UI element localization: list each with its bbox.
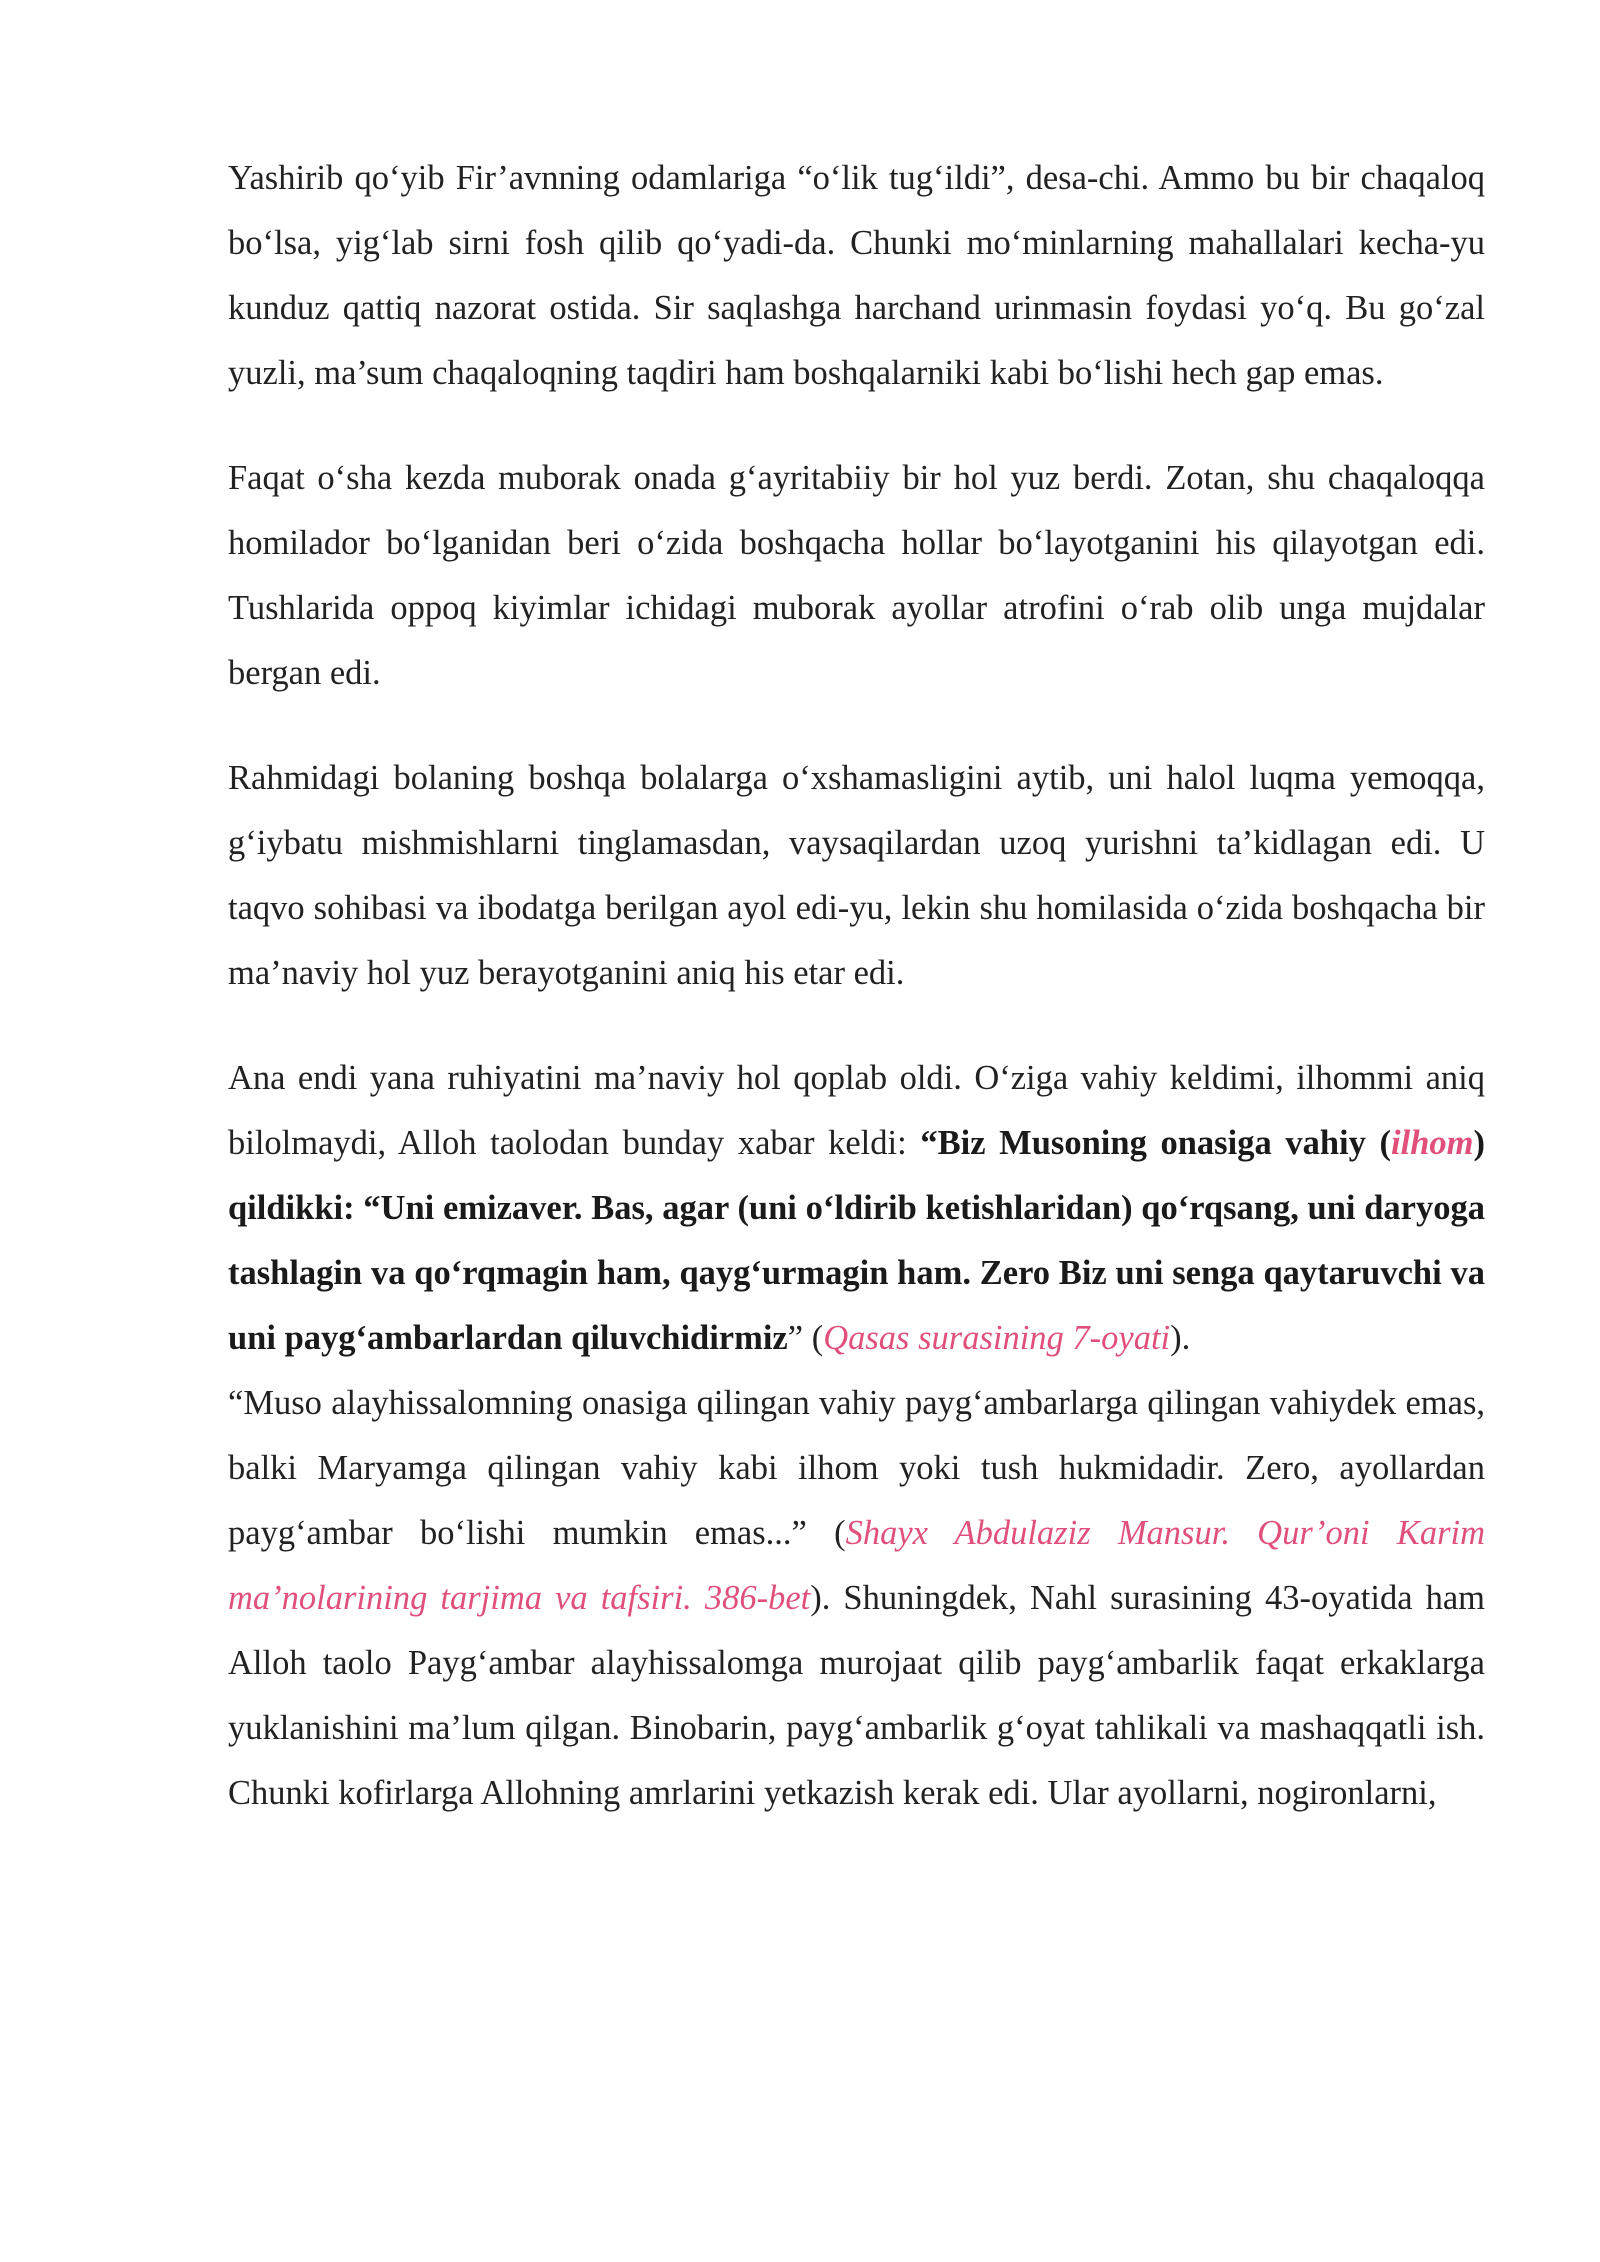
- tafsir-reference: Shayx Abdulaziz Mansur. Qur’oni Karim ma’nolarining tarjima va tafsiri. 386-bet: [228, 1514, 1485, 1617]
- paragraph-5-intro: “Muso alayhissalomning onasiga qilingan vahiy payg‘ambarlarga qilingan vahiydek emas, balki Maryamga qilingan vahiy kabi ilhom yoki tush hukmidadir. Zero, ayollardan payg‘ambar bo‘lishi mumkin emas...” (: [228, 1384, 1485, 1552]
- paragraph-2: Faqat o‘sha kezda muborak onada g‘ayritabiiy bir hol yuz berdi. Zotan, shu chaqaloqqa homilador bo‘lganidan beri o‘zida boshqacha hollar bo‘layotganini his qilayotgan edi. Tushlarida oppoq kiyimlar ichidagi muborak ayollar atrofini o‘rab olib unga mujdalar bergan edi.: [228, 459, 1485, 692]
- quran-quote-ilhom: ilhom: [1391, 1124, 1474, 1162]
- quran-quote-part-b: ) qildikki: “Uni emizaver. Bas, agar (uni o‘ldirib ketishlaridan) qo‘rqsang, uni daryoga tashlagin va qo‘rqmagin ham, qayg‘urmagin ham. Zero Biz uni senga qaytaruvchi va uni payg‘ambarlardan qiluvchidirmiz: [228, 1124, 1485, 1357]
- paragraph-5: [228, 1371, 1485, 1826]
- verse-reference: Qasas surasining 7-oyati: [823, 1319, 1171, 1357]
- quote-open-mark: “: [920, 1124, 938, 1162]
- paragraph-4-intro: Ana endi yana ruhiyatini ma’naviy hol qoplab oldi. O‘ziga vahiy keldimi, ilhommi aniq bilolmaydi, Alloh taolodan bunday xabar keldi:: [228, 1059, 1485, 1162]
- quran-quote-part-a: Biz Musoning onasiga vahiy (: [937, 1124, 1392, 1162]
- paragraph-4: [228, 1046, 1485, 1371]
- paragraph-1: Yashirib qo‘yib Fir’avnning odamlariga “o‘lik tug‘ildi”, desa-chi. Ammo bu bir chaqaloq bo‘lsa, yig‘lab sirni fosh qilib qo‘yadi-da. Chunki mo‘minlarning mahallalari kecha-yu kunduz qattiq nazorat ostida. Sir saqlashga harchand urinmasin foydasi yo‘q. Bu go‘zal yuzli, ma’sum chaqaloqning taqdiri ham boshqalarniki kabi bo‘lishi hech gap emas.: [228, 159, 1485, 392]
- paragraph-5-rest: ). Shuningdek, Nahl surasining 43-oyatida ham Alloh taolo Payg‘ambar alayhissalomga murojaat qilib payg‘ambarlik faqat erkaklarga yuklanishini ma’lum qilgan. Binobarin, payg‘ambarlik g‘oyat tahlikali va mashaqqatli ish. Chunki kofirlarga Allohning amrlarini yetkazish kerak edi. Ular ayollarni, nogironlarni,: [228, 1579, 1485, 1812]
- paragraph-3: Rahmidagi bolaning boshqa bolalarga o‘xshamasligini aytib, uni halol luqma yemoqqa, g‘iybatu mishmishlarni tinglamasdan, vaysaqilardan uzoq yurishni ta’kidlagan edi. U taqvo sohibasi va ibodatga berilgan ayol edi-yu, lekin shu homilasida o‘zida boshqacha bir ma’naviy hol yuz berayotganini aniq his etar edi.: [228, 759, 1485, 992]
- ref-open-paren: (: [811, 1319, 824, 1357]
- quote-close-mark: ”: [787, 1319, 804, 1357]
- ref-close-paren: ).: [1170, 1319, 1191, 1357]
